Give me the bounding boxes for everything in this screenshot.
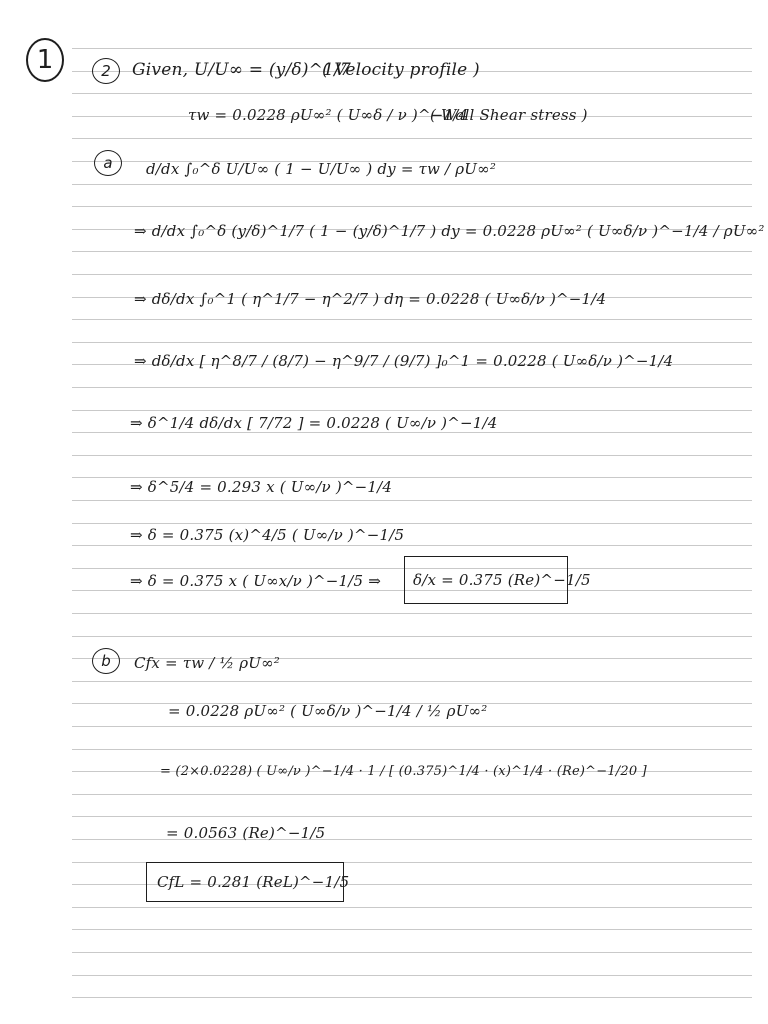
part-a-result: δ/x = 0.375 (Re)^−1/5 [413, 571, 591, 589]
part-a-step-7: ⇒ δ = 0.375 (x)^4/5 ( U∞/ν )^−1/5 [130, 526, 405, 544]
ruled-line [72, 319, 752, 320]
ruled-line [72, 184, 752, 185]
ruled-line [72, 206, 752, 207]
ruled-line [72, 681, 752, 682]
ruled-line [72, 975, 752, 976]
ruled-line [72, 636, 752, 637]
part-b-result-box [146, 862, 350, 902]
ruled-line [72, 929, 752, 930]
question-marker: 2 [92, 58, 120, 84]
ruled-line [72, 997, 752, 998]
ruled-line [72, 432, 752, 433]
ruled-line [72, 455, 752, 456]
part-a-step-6: ⇒ δ^5/4 = 0.293 x ( U∞/ν )^−1/4 [130, 478, 393, 496]
ruled-line [72, 794, 752, 795]
ruled-line [72, 952, 752, 953]
ruled-line [72, 387, 752, 388]
ruled-line [72, 523, 752, 524]
part-a-step-2: ⇒ d/dx ∫₀^δ (y/δ)^1/7 ( 1 − (y/δ)^1/7 ) dy = 0.0228 ρU∞² ( U∞δ/ν )^−1/4 / ρU∞² [134, 222, 765, 240]
part-b-step-4: = 0.0563 (Re)^−1/5 [166, 824, 326, 842]
wall-shear-equation: τw = 0.0228 ρU∞² ( U∞δ / ν )^−1/4 [188, 106, 469, 124]
ruled-line [72, 907, 752, 908]
ruled-line [72, 274, 752, 275]
ruled-line [72, 726, 752, 727]
part-b-step-3: = (2×0.0228) ( U∞/ν )^−1/4 · 1 / [ (0.375)^1/4 · (x)^1/4 · (Re)^−1/20 ] [160, 764, 647, 779]
part-b-step-1: Cfx = τw / ½ ρU∞² [134, 654, 280, 672]
part-b-marker: b [92, 648, 120, 674]
part-a-step-5: ⇒ δ^1/4 dδ/dx [ 7/72 ] = 0.0228 ( U∞/ν )^−1/4 [130, 414, 498, 432]
part-a-marker: a [94, 150, 122, 176]
ruled-line [72, 342, 752, 343]
ruled-line [72, 816, 752, 817]
velocity-profile-note: ( Velocity profile ) [322, 60, 480, 80]
ruled-line [72, 500, 752, 501]
part-a-step-8: ⇒ δ = 0.375 x ( U∞x/ν )^−1/5 ⇒ [130, 572, 382, 590]
part-a-step-3: ⇒ dδ/dx ∫₀^1 ( η^1/7 − η^2/7 ) dη = 0.0228 ( U∞δ/ν )^−1/4 [134, 290, 607, 308]
ruled-line [72, 251, 752, 252]
part-b-result: CfL = 0.281 (ReL)^−1/5 [157, 873, 350, 891]
ruled-line [72, 93, 752, 94]
ruled-line [72, 138, 752, 139]
ruled-line [72, 613, 752, 614]
ruled-line [72, 48, 752, 49]
part-a-step-1: d/dx ∫₀^δ U/U∞ ( 1 − U/U∞ ) dy = τw / ρU∞² [146, 160, 497, 178]
ruled-line [72, 410, 752, 411]
wall-shear-note: ( Wall Shear stress ) [430, 106, 588, 124]
part-b-step-2: = 0.0228 ρU∞² ( U∞δ/ν )^−1/4 / ½ ρU∞² [168, 702, 488, 720]
part-a-result-box [404, 556, 591, 604]
velocity-profile-equation: Given, U/U∞ = (y/δ)^1/7 [132, 60, 352, 80]
ruled-line [72, 749, 752, 750]
ruled-line [72, 545, 752, 546]
page-number: 1 [26, 38, 64, 82]
part-a-step-4: ⇒ dδ/dx [ η^8/7 / (8/7) − η^9/7 / (9/7) ]₀^1 = 0.0228 ( U∞δ/ν )^−1/4 [134, 352, 674, 370]
